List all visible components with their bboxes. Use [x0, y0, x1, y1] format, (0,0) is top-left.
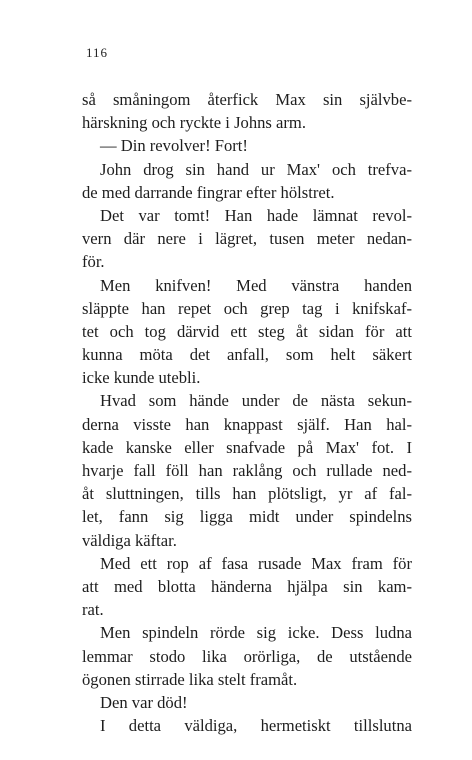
text-line: för.: [82, 252, 105, 272]
text-line: tet och tog därvid ett steg åt sidan för att: [82, 321, 412, 341]
text-line: rat.: [82, 600, 104, 620]
text-line: derna visste han knappast själf. Han hal-: [82, 414, 412, 434]
text-line: kade kanske eller snafvade på Max' fot. I: [82, 437, 412, 457]
text-line: Hvad som hände under de nästa sekun-: [100, 391, 412, 411]
text-line: I detta väldiga, hermetiskt tillslutna: [100, 716, 412, 736]
text-line: Men spindeln rörde sig icke. Dess ludna: [100, 623, 412, 643]
text-line: så småningom återfick Max sin självbe-: [82, 90, 412, 109]
text-line: Den var död!: [100, 692, 188, 712]
text-line: släppte han repet och grep tag i knifskaf-: [82, 298, 412, 318]
text-line: Med ett rop af fasa rusade Max fram för: [100, 553, 412, 573]
text-line: Det var tomt! Han hade lämnat revol-: [100, 205, 412, 225]
text-line: Men knifven! Med vänstra handen: [100, 275, 412, 295]
body-text: [82, 88, 412, 737]
page-number: 116: [86, 45, 109, 60]
text-line: let, fann sig ligga midt under spindelns: [82, 507, 412, 527]
text-line: vern där nere i lägret, tusen meter nedan-: [82, 229, 412, 249]
text-line: lemmar stodo lika orörliga, de utstående: [82, 646, 412, 666]
text-line: väldiga käftar.: [82, 530, 177, 550]
text-line: icke kunde utebli.: [82, 368, 201, 388]
text-line: — Din revolver! Fort!: [100, 136, 248, 156]
text-line: ögonen stirrade lika stelt framåt.: [82, 669, 298, 689]
text-line: kunna möta det anfall, som helt säkert: [82, 345, 412, 365]
text-line: de med darrande fingrar efter hölstret.: [82, 182, 335, 202]
text-line: hvarje fall föll han raklång och rullade ned-: [82, 461, 412, 480]
text-line: åt sluttningen, tills han plötsligt, yr af fal-: [82, 484, 412, 504]
text-line: härskning och ryckte i Johns arm.: [82, 113, 306, 133]
text-line: att med blotta händerna hjälpa sin kam-: [82, 576, 412, 596]
text-line: John drog sin hand ur Max' och trefva-: [100, 159, 412, 179]
